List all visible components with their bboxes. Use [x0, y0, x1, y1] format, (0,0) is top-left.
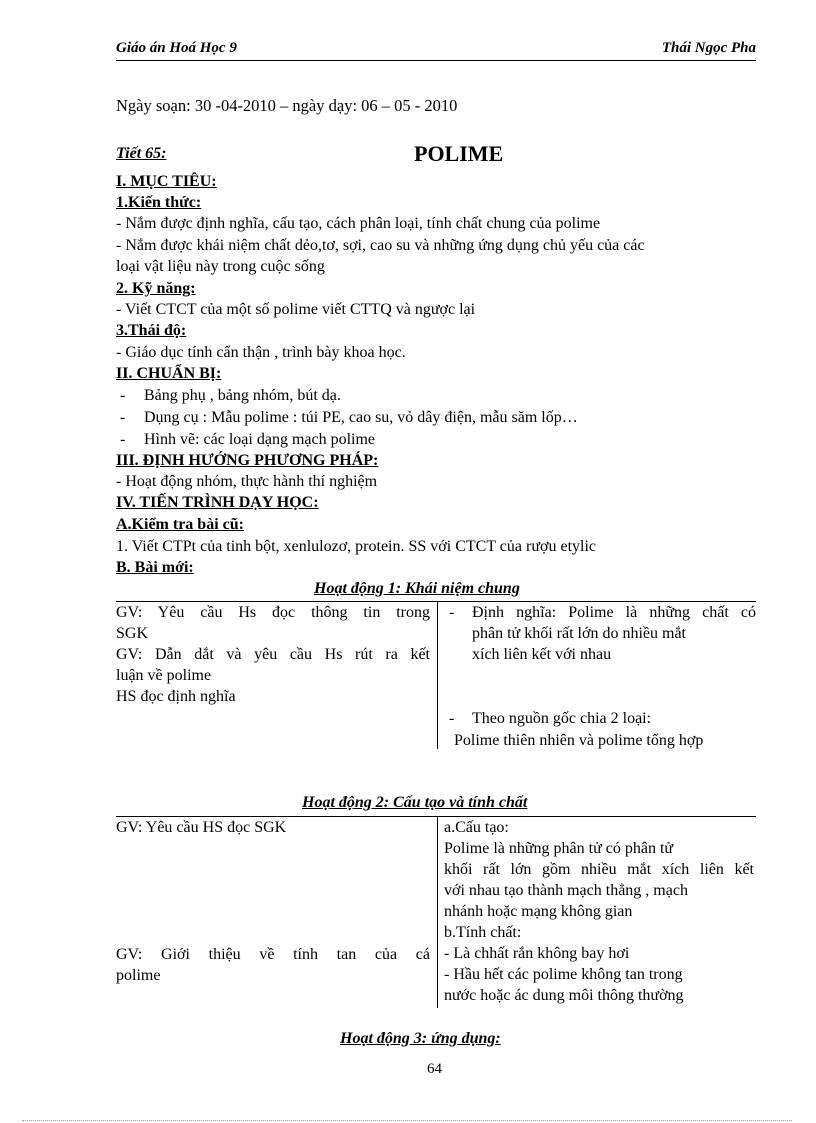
method-item: - Hoạt động nhóm, thực hành thí nghiệm — [116, 473, 378, 490]
activity1-right-types: Polime thiên nhiên và polime tổng hợp — [454, 732, 704, 749]
activity3-heading: Hoạt động 3: ứng dụng: — [340, 1030, 501, 1047]
header-right: Thái Ngọc Pha — [661, 40, 756, 56]
knowledge-heading: 1.Kiến thức: — [116, 194, 202, 211]
knowledge-item: - Nắm được khái niệm chất dẻo,tơ, sợi, cao su và những ứng dụng chủ yếu của các — [116, 237, 645, 254]
prep-item: - Dụng cụ : Mẫu polime : túi PE, cao su, vỏ dây điện, mẫu săm lốp… — [120, 409, 578, 426]
new-lesson-heading: B. Bài mới: — [116, 559, 194, 576]
attitude-item: - Giáo dục tính cẩn thận , trình bày khoa học. — [116, 344, 406, 361]
attitude-heading: 3.Thái độ: — [116, 322, 187, 339]
activity2-column-divider — [437, 816, 438, 1008]
check-item: 1. Viết CTPt của tinh bột, xenlulozơ, protein. SS với CTCT của rượu etylic — [116, 538, 597, 555]
skills-heading: 2. Kỹ năng: — [116, 280, 196, 297]
activity1-heading: Hoạt động 1: Khái niệm chung — [314, 580, 520, 597]
activity1-left-cell: luận về polime HS đọc định nghĩa — [116, 667, 236, 705]
lesson-number: Tiết 65: — [116, 145, 167, 162]
activity1-left-cell: SGK — [116, 625, 149, 642]
bullet-dash: - — [449, 710, 455, 727]
activity2-left-cell: GV: Giới thiệu về tính tan của cá polime — [116, 946, 430, 984]
page-number: 64 — [427, 1061, 442, 1077]
knowledge-item-cont: loại vật liệu này trong cuộc sống — [116, 258, 325, 275]
prep-item: - Bảng phụ , bảng nhóm, bút dạ. — [120, 387, 341, 404]
lesson-title: POLIME — [414, 141, 504, 166]
date-line: Ngày soạn: 30 -04-2010 – ngày dạy: 06 – 05 - 2010 — [116, 96, 458, 115]
knowledge-item: - Nắm được định nghĩa, cấu tạo, cách phân loại, tính chất chung của polime — [116, 215, 601, 232]
header-left: Giáo án Hoá Học 9 — [116, 40, 237, 56]
prep-item: - Hình vẽ: các loại dạng mạch polime — [120, 431, 376, 448]
activity2-right-cell: a.Cấu tạo: Polime là những phân tử có phân tử khối rất lớn gồm nhiều mắt xích liên kết với nhau tạo thành mạch thẳng , mạch nhánh hoặc mạng không gian b.Tính chất: - Là chhất rắn không bay hơi - Hầu hết các polime không tan trong nước hoặc ác dung môi thông thường — [444, 819, 754, 1004]
skills-item: - Viết CTCT của một số polime viết CTTQ và ngược lại — [116, 301, 476, 318]
process-heading: IV. TIẾN TRÌNH DẠY HỌC: — [116, 494, 319, 511]
method-heading: III. ĐỊNH HƯỚNG PHƯƠNG PHÁP: — [116, 452, 379, 469]
prep-heading: II. CHUẨN BỊ: — [116, 365, 222, 382]
activity1-right-definition: Định nghĩa: Polime là những chất có phân tử khối rất lớn do nhiều mắt xích liên kết với nhau — [472, 604, 756, 663]
activity1-column-divider — [437, 601, 438, 749]
page-header — [116, 38, 756, 61]
activity1-left-cell: GV: Dẫn dắt và yêu cầu Hs rút ra kết — [116, 646, 430, 663]
objectives-heading: I. MỤC TIÊU: — [116, 173, 217, 190]
activity2-left-cell: GV: Yêu cầu HS đọc SGK — [116, 819, 287, 836]
activity2-heading: Hoạt động 2: Cấu tạo và tính chất — [302, 794, 528, 811]
activity1-right-origin: Theo nguồn gốc chia 2 loại: — [472, 710, 652, 727]
bullet-dash: - — [449, 604, 455, 621]
page-bottom-rule — [22, 1120, 792, 1121]
check-heading: A.Kiểm tra bài cũ: — [116, 516, 244, 533]
activity1-left-cell: GV: Yêu cầu Hs đọc thông tin trong — [116, 604, 430, 621]
